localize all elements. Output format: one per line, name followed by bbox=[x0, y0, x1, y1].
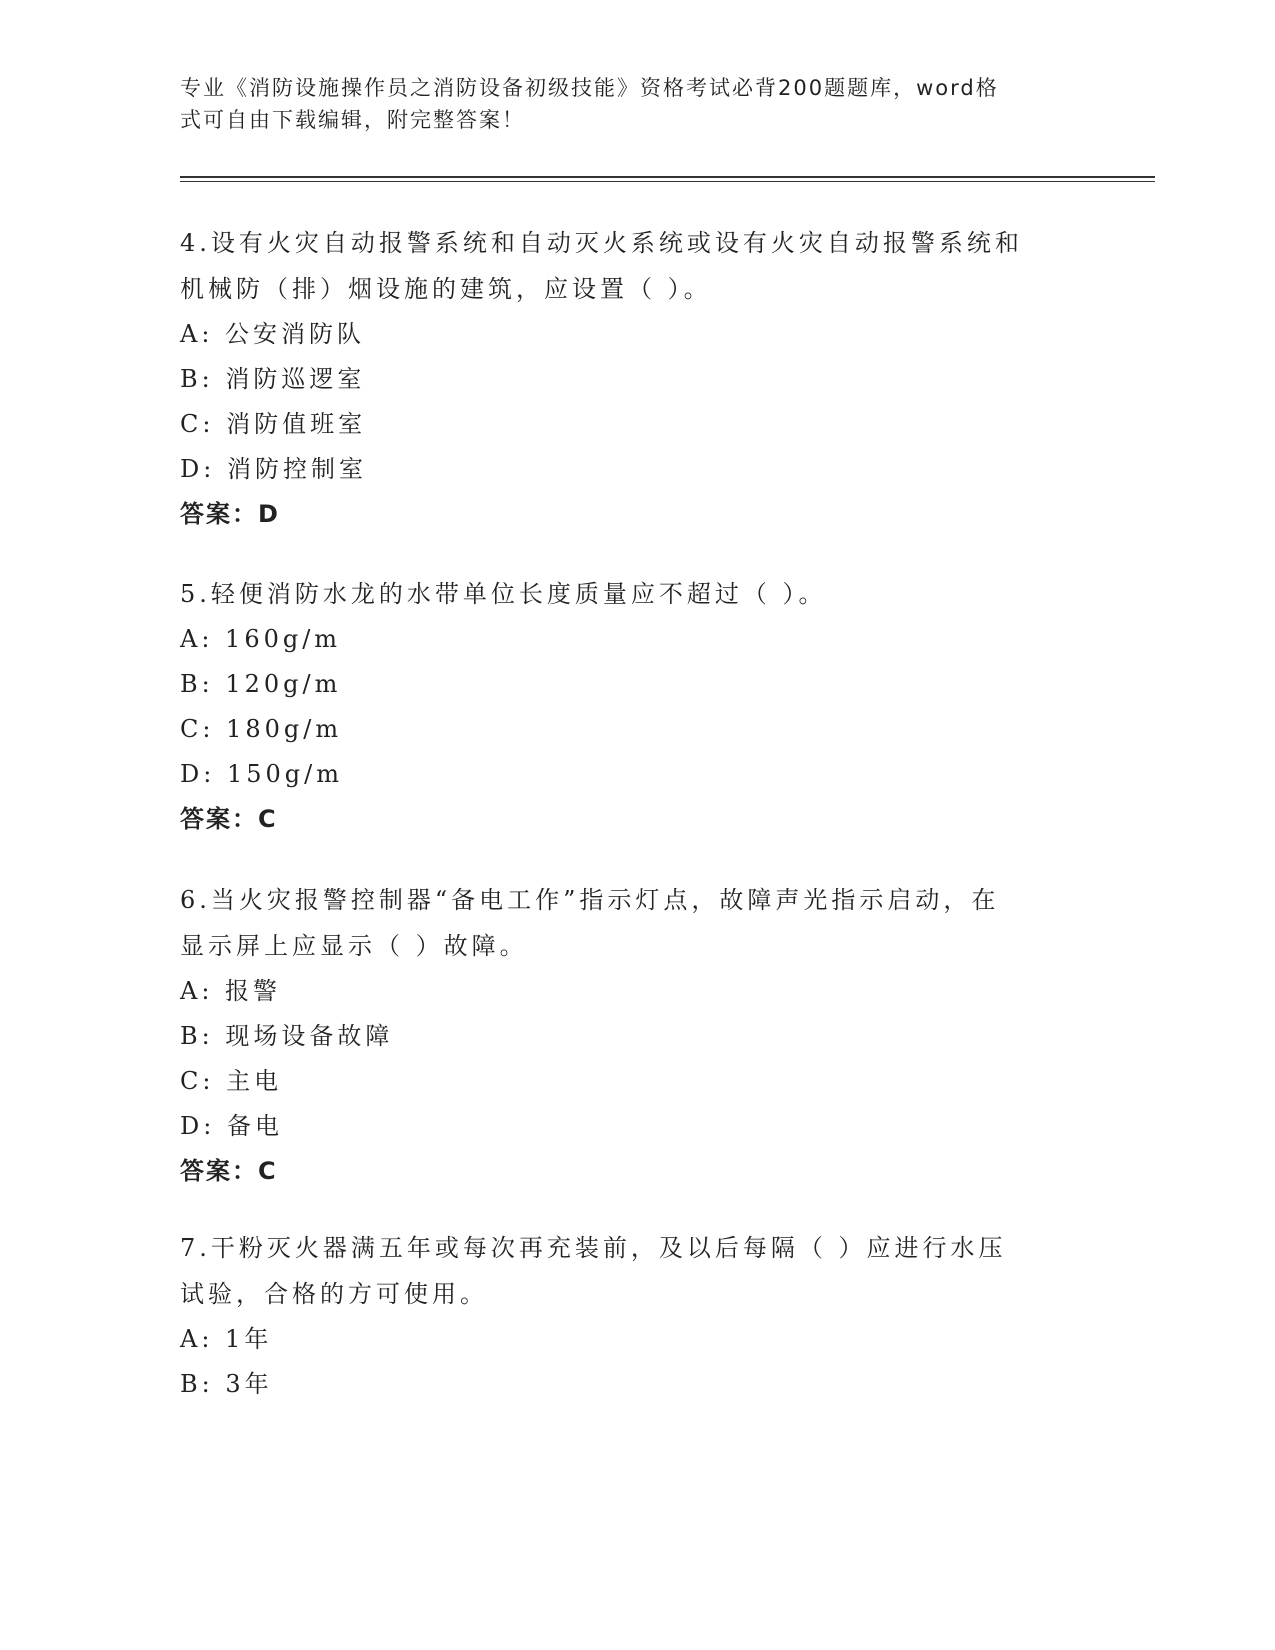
option-b bbox=[180, 1362, 1060, 1407]
option-text: 消防值班室 bbox=[214, 410, 367, 438]
answer: 答案：C bbox=[180, 805, 278, 833]
question-stem bbox=[180, 571, 1060, 617]
header-line-2: 式可自由下载编辑，附完整答案！ bbox=[180, 108, 525, 132]
option-text: 120g/m bbox=[213, 670, 342, 698]
question-7 bbox=[180, 1225, 1060, 1407]
option-a bbox=[180, 312, 1060, 357]
option-a bbox=[180, 1317, 1060, 1362]
question-4 bbox=[180, 220, 1060, 537]
option-text: 消防巡逻室 bbox=[213, 365, 366, 393]
document-header bbox=[180, 72, 1060, 136]
option-letter: A: bbox=[180, 1325, 214, 1353]
option-d bbox=[180, 752, 1060, 797]
option-letter: B: bbox=[180, 1370, 214, 1398]
question-stem-line: 机械防（排）烟设施的建筑，应设置（ ）。 bbox=[180, 275, 712, 303]
option-text: 现场设备故障 bbox=[213, 1022, 394, 1050]
option-letter: D: bbox=[180, 1112, 216, 1140]
question-stem-line: 4.设有火灾自动报警系统和自动灭火系统或设有火灾自动报警系统和 bbox=[180, 229, 1023, 257]
question-stem bbox=[180, 877, 1060, 969]
question-stem-line: 试验，合格的方可使用。 bbox=[180, 1280, 488, 1308]
option-text: 3年 bbox=[213, 1370, 273, 1398]
question-6 bbox=[180, 877, 1060, 1194]
option-c bbox=[180, 707, 1060, 752]
option-letter: B: bbox=[180, 1022, 214, 1050]
question-stem-line: 显示屏上应显示（ ）故障。 bbox=[180, 932, 528, 960]
option-b bbox=[180, 357, 1060, 402]
option-c bbox=[180, 402, 1060, 447]
option-d bbox=[180, 447, 1060, 492]
question-stem-line: 5.轻便消防水龙的水带单位长度质量应不超过（ ）。 bbox=[180, 580, 827, 608]
answer: 答案：C bbox=[180, 1157, 278, 1185]
option-text: 1年 bbox=[213, 1325, 273, 1353]
option-letter: C: bbox=[180, 410, 215, 438]
option-text: 160g/m bbox=[213, 625, 342, 653]
option-c bbox=[180, 1059, 1060, 1104]
option-b bbox=[180, 662, 1060, 707]
option-text: 备电 bbox=[215, 1112, 283, 1140]
question-5 bbox=[180, 571, 1060, 842]
header-line-1: 专业《消防设施操作员之消防设备初级技能》资格考试必背200题题库，word格 bbox=[180, 76, 999, 100]
option-letter: D: bbox=[180, 760, 216, 788]
option-a bbox=[180, 969, 1060, 1014]
option-letter: A: bbox=[180, 625, 214, 653]
header-rule-thick bbox=[180, 176, 1155, 178]
option-a bbox=[180, 617, 1060, 662]
option-letter: A: bbox=[180, 977, 214, 1005]
answer: 答案：D bbox=[180, 500, 280, 528]
question-stem bbox=[180, 1225, 1060, 1317]
option-text: 公安消防队 bbox=[213, 320, 366, 348]
question-stem-line: 6.当火灾报警控制器“备电工作”指示灯点，故障声光指示启动，在 bbox=[180, 886, 1000, 914]
option-text: 主电 bbox=[214, 1067, 283, 1095]
option-letter: C: bbox=[180, 1067, 215, 1095]
option-b bbox=[180, 1014, 1060, 1059]
option-d bbox=[180, 1104, 1060, 1149]
option-letter: B: bbox=[180, 670, 214, 698]
question-stem-line: 7.干粉灭火器满五年或每次再充装前，及以后每隔（ ）应进行水压 bbox=[180, 1234, 1007, 1262]
question-stem bbox=[180, 220, 1060, 312]
option-letter: B: bbox=[180, 365, 214, 393]
option-letter: C: bbox=[180, 715, 215, 743]
option-letter: A: bbox=[180, 320, 214, 348]
option-text: 150g/m bbox=[215, 760, 343, 788]
option-text: 消防控制室 bbox=[215, 455, 367, 483]
option-text: 180g/m bbox=[214, 715, 343, 743]
option-text: 报警 bbox=[213, 977, 282, 1005]
option-letter: D: bbox=[180, 455, 216, 483]
header-rule-thin bbox=[180, 181, 1155, 182]
